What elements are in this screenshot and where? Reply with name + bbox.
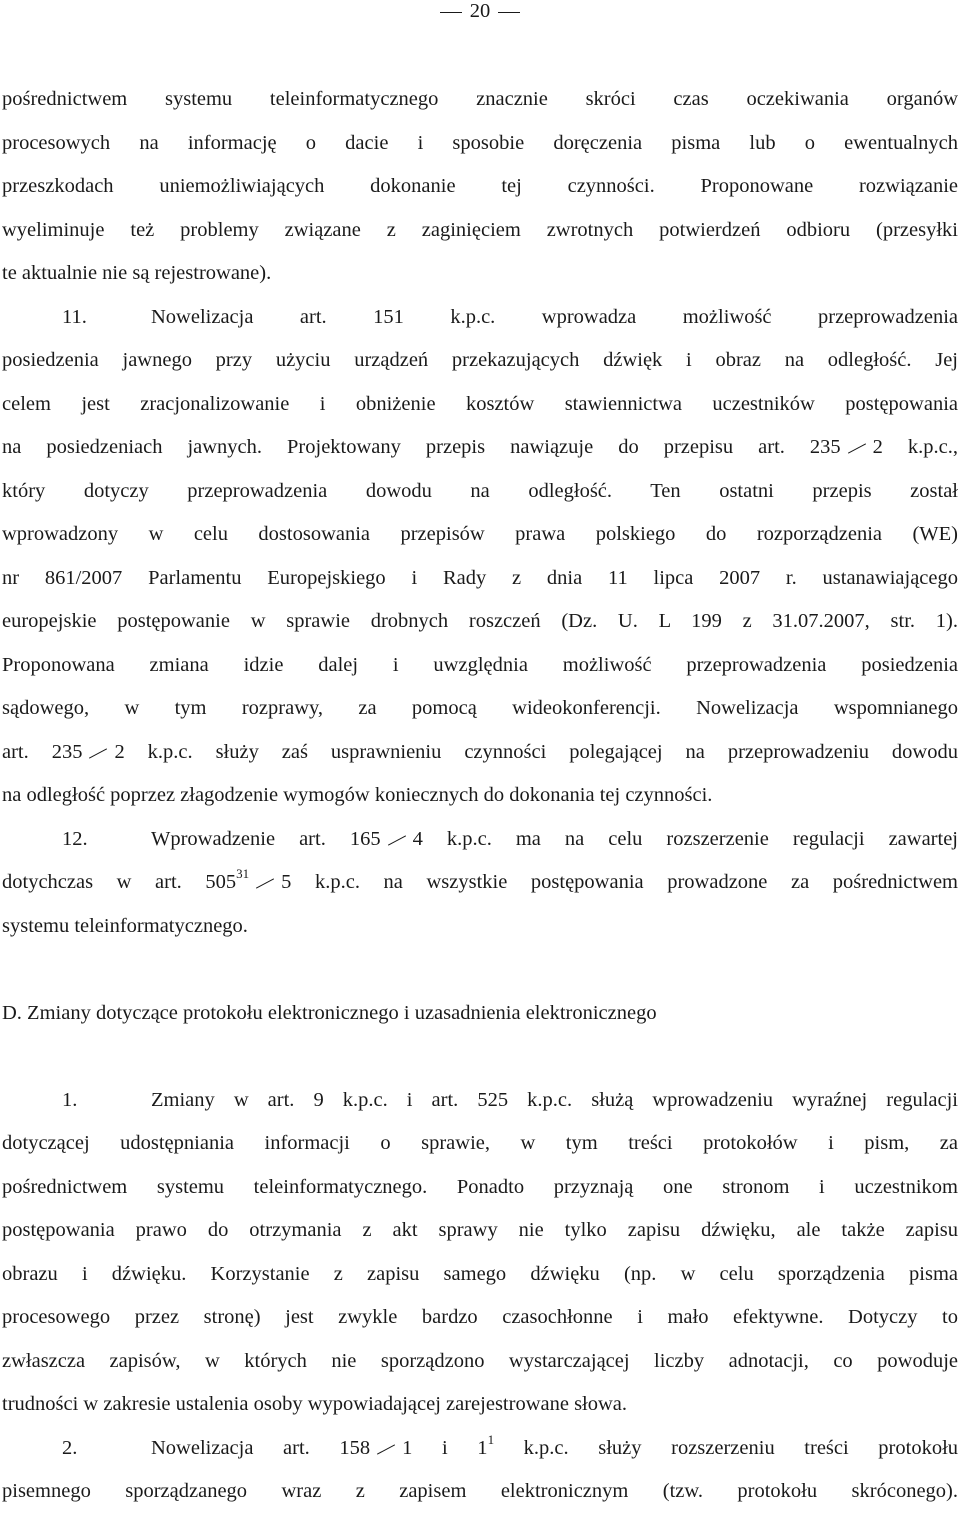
text-line: który dotyczy przeprowadzenia dowodu na odległość. Ten ostatni przepis został <box>2 479 958 502</box>
text-line: te aktualnie nie są rejestrowane). <box>2 262 272 284</box>
text-line: zwłaszcza zapisów, w których nie sporządzono wystarczającej liczby adnotacji, co powoduje <box>2 1349 958 1372</box>
superscript: 31 <box>236 866 250 882</box>
text-line: celem jest zracjonalizowanie i obniżenie kosztów stawiennictwa uczestników postępowania <box>2 392 958 415</box>
text-line: przeszkodach uniemożliwiających dokonanie tej czynności. Proponowane rozwiązanie <box>2 175 958 197</box>
text-line: Proponowana zmiana idzie dalej i uwzględnia możliwość przeprowadzenia posiedzenia <box>2 653 958 676</box>
item-12-line-1: 12. Wprowadzenie art. 165 4 k.p.c. ma na celu rozszerzenie regulacji zawartej <box>2 818 958 862</box>
item-number: 11. <box>62 305 87 328</box>
text-line: na posiedzeniach jawnych. Projektowany przepis nawiązuje do przepisu art. 235 2 k.p.c., <box>2 436 958 458</box>
text-line: postępowania prawo do otrzymania z akt sprawy nie tylko zapisu dźwięku, ale także zapisu <box>2 1219 958 1241</box>
text-line: nr 861/2007 Parlamentu Europejskiego i Rady z dnia 11 lipca 2007 r. ustanawiającego <box>2 566 958 589</box>
item-d2-line-1: 2. Nowelizacja art. 158 1 i $1^1$ k.p.c. służy rozszerzeniu treści protokołu <box>2 1427 958 1471</box>
text-line: systemu teleinformatycznego. <box>2 914 248 937</box>
section-sign <box>370 1439 402 1460</box>
text-line: obrazu i dźwięku. Korzystanie z zapisu samego dźwięku (np. w celu sporządzenia pisma <box>2 1262 958 1285</box>
text-line: pisemnego sporządzanego wraz z zapisem elektronicznym (tzw. protokołu skróconego). <box>2 1480 958 1502</box>
document-body <box>2 78 958 1514</box>
item-11-line-1: 11. Nowelizacja art. 151 k.p.c. wprowadza możliwość przeprowadzenia <box>2 296 958 340</box>
section-sign <box>249 873 281 894</box>
page-header <box>0 0 960 28</box>
item-d1-line-1: 1. Zmiany w art. 9 k.p.c. i art. 525 k.p.c. służą wprowadzeniu wyraźnej regulacji <box>2 1079 958 1123</box>
text-line: sądowego, w tym rozprawy, za pomocą wideokonferencji. Nowelizacja wspomnianego <box>2 697 958 719</box>
text-line: trudności w zakresie ustalenia osoby wypowiadającej zarejestrowane słowa. <box>2 1393 628 1415</box>
text-line: procesowego przez stronę) jest zwykle bardzo czasochłonne i mało efektywne. Dotyczy to <box>2 1306 958 1328</box>
text-line: wprowadzony w celu dostosowania przepisów prawa polskiego do rozporządzenia (WE) <box>2 523 958 545</box>
text-line: dotychczas w art. $505^{31}$ 5 k.p.c. na wszystkie postępowania prowadzone za pośrednictwem <box>2 866 959 893</box>
text-line: pośrednictwem systemu teleinformatycznego znacznie skróci czas oczekiwania organów <box>2 88 958 110</box>
text-line: wyeliminuje też problemy związane z zaginięciem zwrotnych potwierdzeń odbioru (przesyłki <box>2 218 958 241</box>
header-dash-left <box>440 12 462 13</box>
section-sign <box>841 438 873 459</box>
text-line: posiedzenia jawnego przy użyciu urządzeń przekazujących dźwięk i obraz na odległość. Jej <box>2 349 958 371</box>
section-heading-d: D. Zmiany dotyczące protokołu elektronicznego i uzasadnienia elektronicznego <box>2 1001 657 1024</box>
text-line: pośrednictwem systemu teleinformatycznego. Ponadto przyznają one stronom i uczestnikom <box>2 1175 958 1198</box>
item-number: 1. <box>62 1088 78 1111</box>
text-line: na odległość poprzez złagodzenie wymogów koniecznych do dokonania tej czynności. <box>2 784 713 806</box>
section-sign <box>381 830 413 851</box>
text-line: procesowych na informację o dacie i sposobie doręczenia pisma lub o ewentualnych <box>2 131 958 154</box>
superscript: 1 <box>487 1431 495 1447</box>
text-line: europejskie postępowanie w sprawie drobnych roszczeń (Dz. U. L 199 z 31.07.2007, str. 1). <box>2 610 958 632</box>
header-dash-right <box>498 12 520 13</box>
text-line: art. 235 2 k.p.c. służy zaś usprawnieniu czynności polegającej na przeprowadzeniu dowodu <box>2 740 958 763</box>
section-sign <box>82 743 114 764</box>
item-number: 12. <box>62 827 88 850</box>
text-line: dotyczącej udostępniania informacji o sprawie, w tym treści protokołów i pism, za <box>2 1132 958 1154</box>
item-number: 2. <box>62 1436 78 1459</box>
page-number: 20 <box>469 0 491 22</box>
